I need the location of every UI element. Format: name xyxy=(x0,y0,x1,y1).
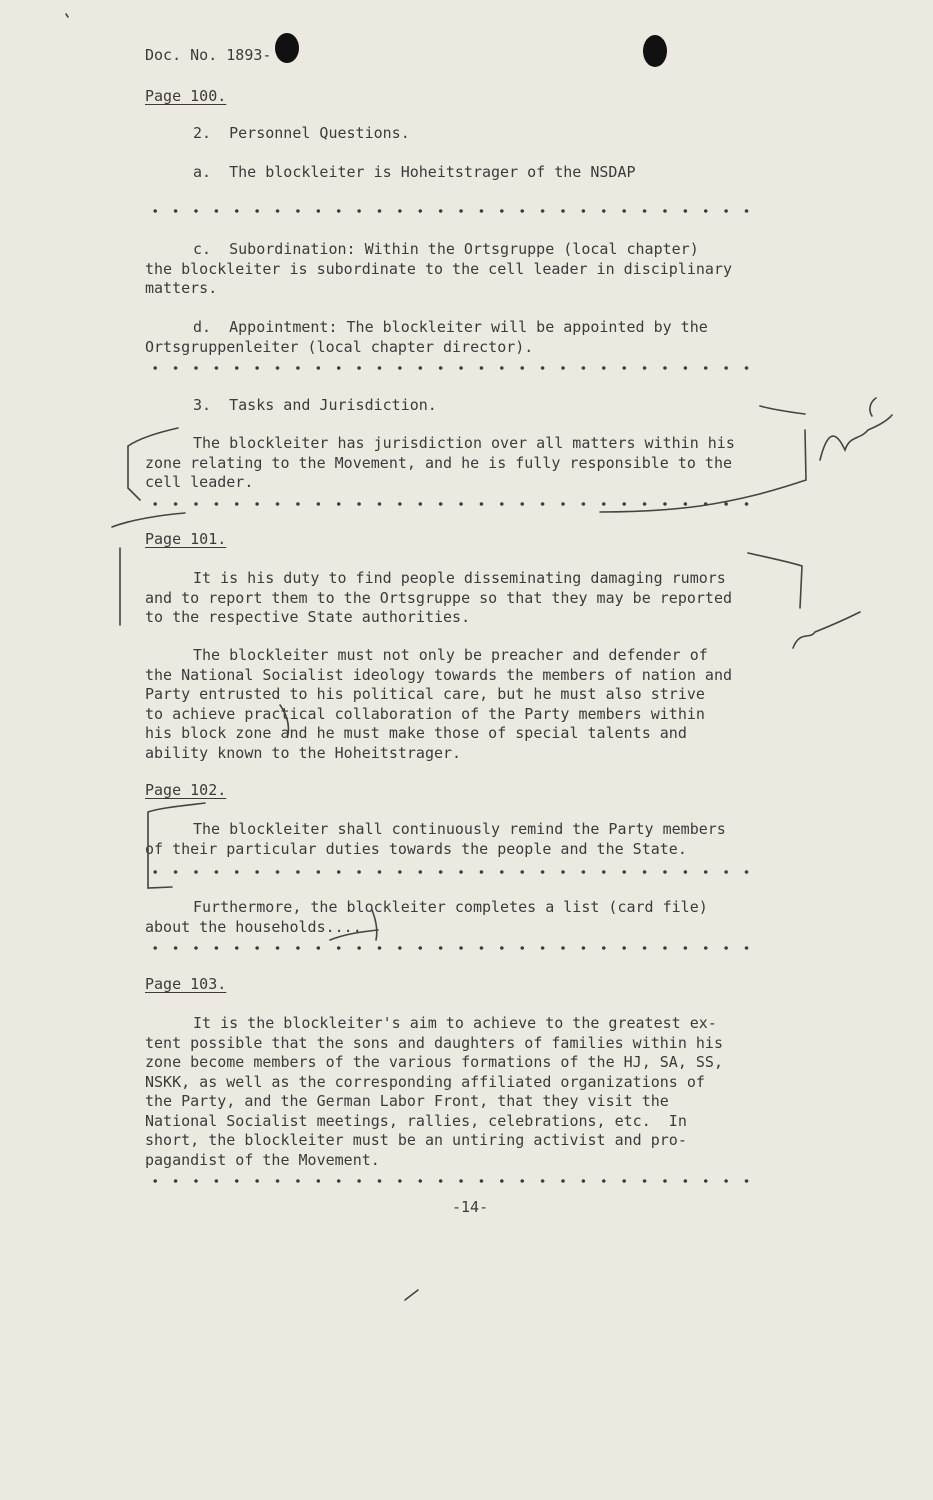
hole-punch-mark xyxy=(643,35,667,67)
stroke-mark xyxy=(330,930,378,940)
doc-number: Doc. No. 1893- xyxy=(145,46,272,64)
page-103-label: Page 103. xyxy=(145,975,227,993)
page-102-paragraph-2: Furthermore, the blockleiter completes a list (card file) about the households.... xyxy=(145,898,708,936)
initials-mark xyxy=(820,415,892,460)
paragraph-d: d. Appointment: The blockleiter will be appointed by the Ortsgruppenleiter (local chapter director). xyxy=(145,318,708,356)
stroke-mark xyxy=(760,406,805,414)
page-102-paragraph-1: The blockleiter shall continuously remind the Party members of their particular duties towards the people and the State. xyxy=(145,820,726,858)
bracket-mark xyxy=(748,553,802,608)
tasks-heading: 3. Tasks and Jurisdiction. xyxy=(193,396,437,414)
stroke-mark xyxy=(870,398,876,416)
stroke-mark xyxy=(280,705,288,735)
initials-mark xyxy=(793,612,860,648)
page-101-paragraph-1: It is his duty to find people disseminating damaging rumors and to report them to the Ortsgruppe so that they may be reported to the respective State authorities. xyxy=(145,569,732,626)
page-101-label: Page 101. xyxy=(145,530,227,548)
paragraph-a: a. The blockleiter is Hoheitstrager of the NSDAP xyxy=(193,163,636,181)
tasks-paragraph: The blockleiter has jurisdiction over all matters within his zone relating to the Movement, and he is fully responsible to the cell leader. xyxy=(145,434,735,491)
bracket-mark xyxy=(128,428,178,500)
page-102-label: Page 102. xyxy=(145,781,227,799)
page-100-label: Page 100. xyxy=(145,87,227,105)
paragraph-c: c. Subordination: Within the Ortsgruppe (local chapter) the blockleiter is subordinate to the cell leader in disciplinary matters. xyxy=(145,240,732,297)
bracket-mark xyxy=(148,803,205,888)
personnel-heading: 2. Personnel Questions. xyxy=(193,124,410,142)
stroke-mark xyxy=(405,1290,418,1300)
bracket-mark xyxy=(600,430,806,512)
page-101-paragraph-2: The blockleiter must not only be preacher and defender of the National Socialist ideology towards the members of nation and Party entrusted to his political care, but he must also strive to achieve practical collaboration of the Party members within his block zone and he must make those of special talents and ability known to the Hoheitstrager. xyxy=(145,646,732,762)
page-number: -14- xyxy=(452,1198,489,1216)
underline-mark xyxy=(112,513,185,527)
stroke-mark xyxy=(66,14,68,17)
page-103-paragraph: It is the blockleiter's aim to achieve to the greatest ex- tent possible that the sons and daughters of families within his zone become members of the various formations of the HJ, SA, SS, NSKK, as well as the corresponding affiliated organizations of the Party, and the German Labor Front, that they visit the National Socialist meetings, rallies, celebrations, etc. In short, the blockleiter must be an untiring activist and pro- pagandist of the Movement. xyxy=(145,1014,723,1169)
hole-punch-mark xyxy=(275,33,299,63)
stroke-mark xyxy=(372,910,377,940)
